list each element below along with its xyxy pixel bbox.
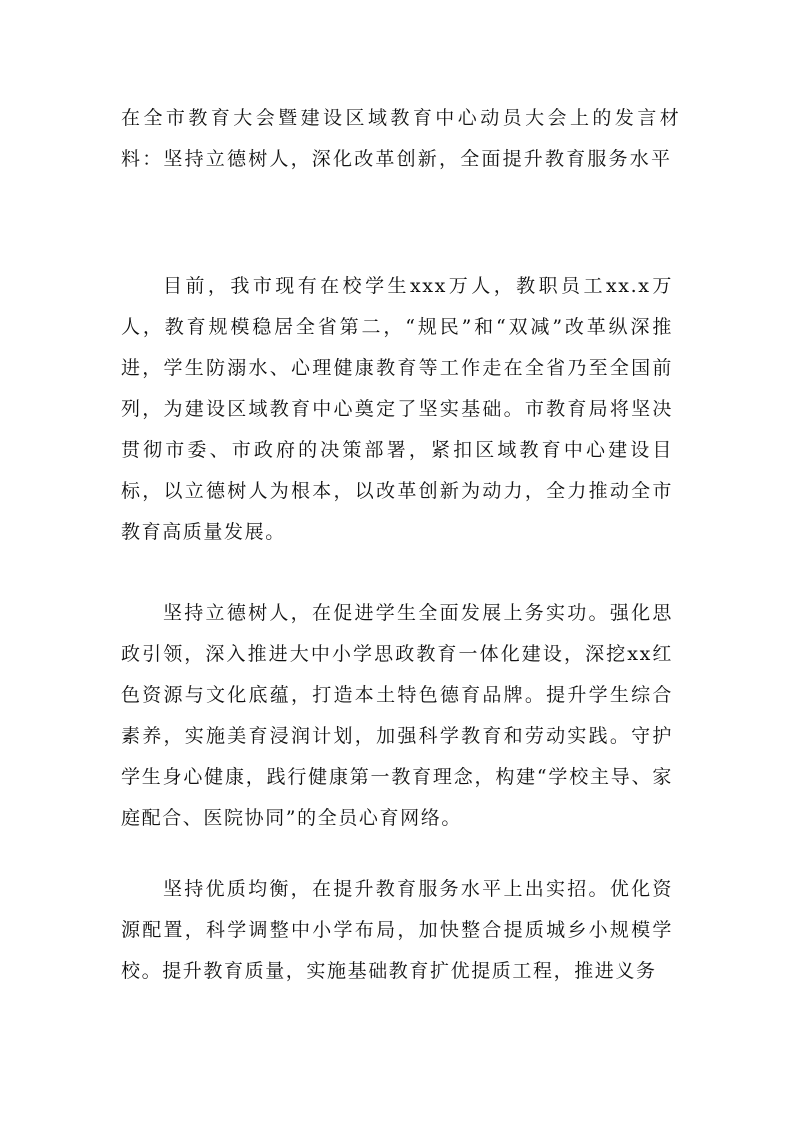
paragraph-quality-balance: 坚持优质均衡，在提升教育服务水平上出实招。优化资源配置，科学调整中小学布局，加快整合提质城乡小规模学校。提升教育质量，实施基础教育扩优提质工程，推进义务 xyxy=(121,878,673,982)
paragraph-moral-education: 坚持立德树人，在促进学生全面发展上务实功。强化思政引领，深入推进大中小学思政教育一体化建设，深挖xx红色资源与文化底蕴，打造本土特色德育品牌。提升学生综合素养，实施美育浸润计划，加强科学教育和劳动实践。守护学生身心健康，践行健康第一教育理念，构建“学校主导、家庭配合、医院协同”的全员心育网络。 xyxy=(121,602,673,829)
paragraph-current-status: 目前，我市现有在校学生xxx万人，教职员工xx.x万人，教育规模稳居全省第二，“规民”和“双减”改革纵深推进，学生防溺水、心理健康教育等工作走在全省乃至全国前列，为建设区域教育中心奠定了坚实基础。市教育局将坚决贯彻市委、市政府的决策部署，紧扣区域教育中心建设目标，以立德树人为根本，以改革创新为动力，全力推动全市教育高质量发展。 xyxy=(121,275,673,543)
document-title: 在全市教育大会暨建设区域教育中心动员大会上的发言材料：坚持立德树人，深化改革创新，全面提升教育服务水平 xyxy=(121,107,681,170)
